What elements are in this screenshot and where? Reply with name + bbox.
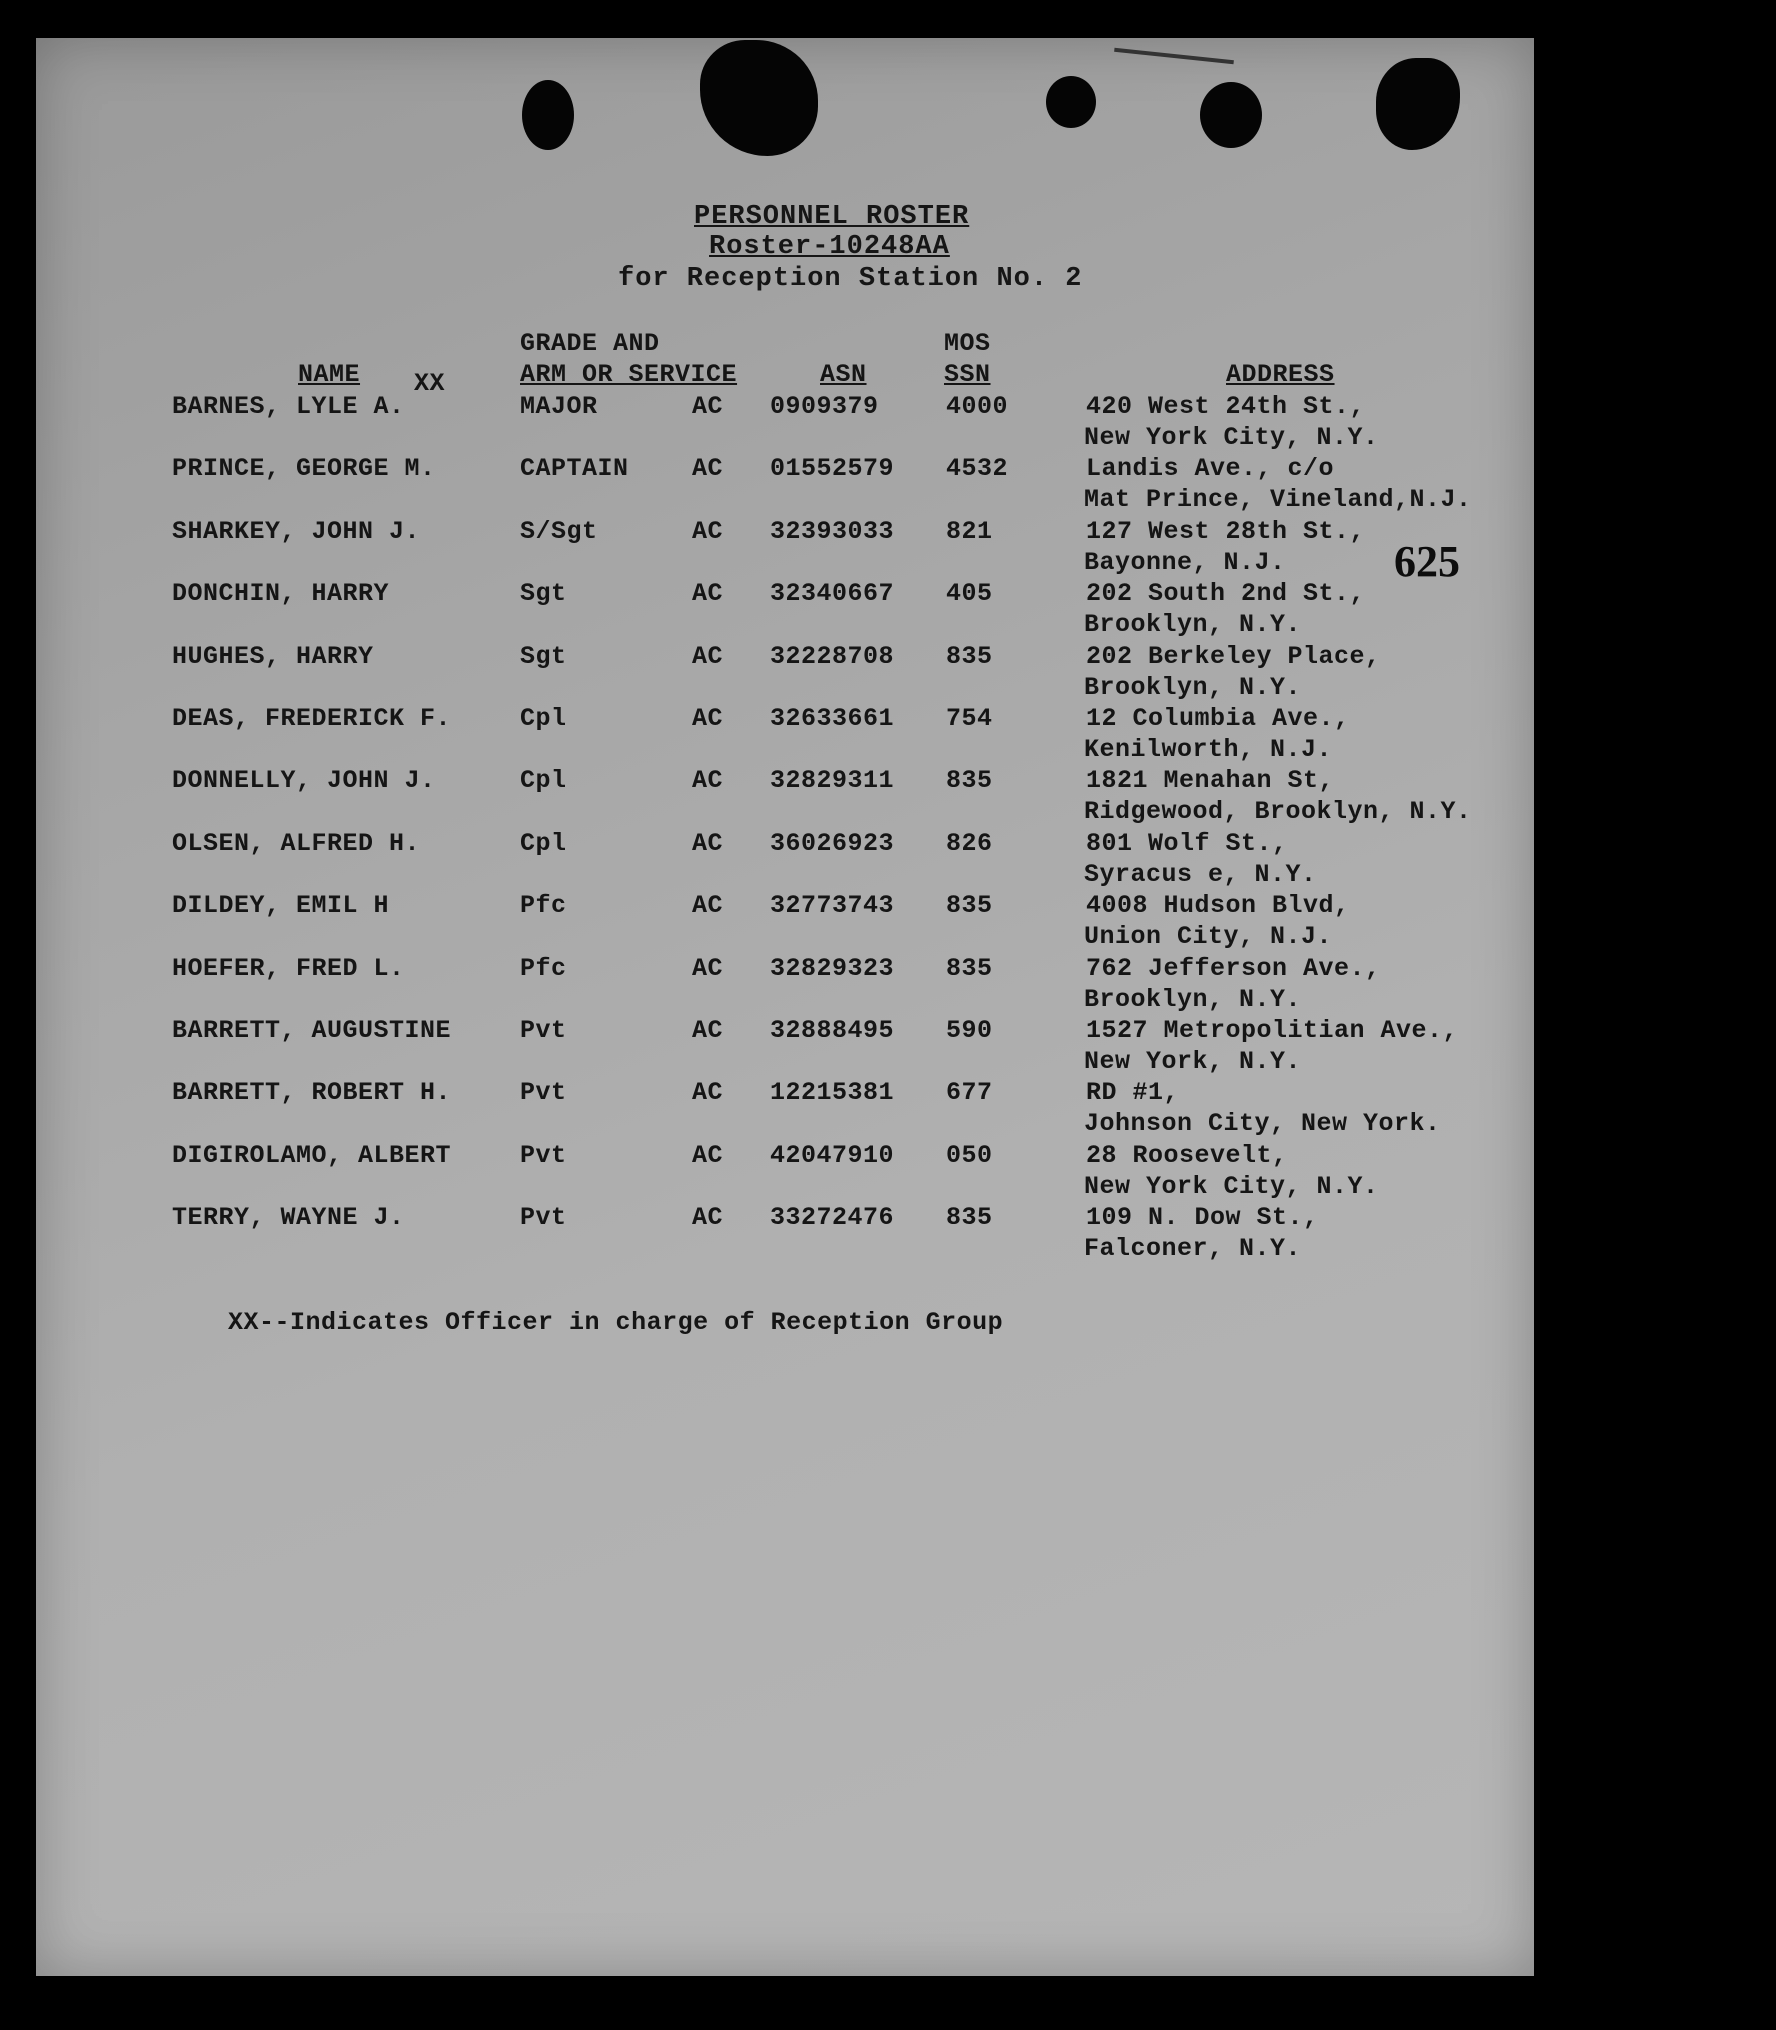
cell-name: BARRETT, ROBERT H. [172,1078,452,1108]
cell-asn: 32888495 [770,1016,895,1045]
cell-address-line1: 202 South 2nd St., [1086,579,1366,609]
cell-address-line1: 127 West 28th St., [1086,516,1366,546]
cell-address-line1: 420 West 24th St., [1086,392,1366,421]
cell-asn: 33272476 [770,1203,895,1233]
cell-arm: AC [692,1016,724,1045]
cell-mos: 835 [946,953,993,983]
cell-mos: 405 [946,579,993,609]
cell-address-line1: 801 Wolf St., [1086,828,1288,858]
cell-name: BARNES, LYLE A. [172,392,405,421]
cell-grade: Cpl [520,704,567,733]
cell-mos: 677 [946,1078,993,1108]
cell-address-line2: New York City, N.Y. [1084,423,1379,452]
cell-grade: Cpl [520,828,567,858]
cell-address-line1: RD #1, [1086,1078,1180,1108]
cell-name: DONCHIN, HARRY [172,579,390,609]
cell-address-line1: 1821 Menahan St, [1086,766,1335,796]
cell-arm: AC [692,454,724,484]
cell-arm: AC [692,516,724,546]
punch-hole [522,80,574,150]
cell-arm: AC [692,392,724,421]
cell-asn: 32393033 [770,516,895,546]
cell-grade: S/Sgt [520,516,598,546]
station-line: for Reception Station No. 2 [618,264,1083,294]
cell-name: DONNELLY, JOHN J. [172,766,436,796]
document-title: PERSONNEL ROSTER [694,202,970,232]
column-header-name: NAME [298,360,361,389]
cell-arm: AC [692,579,724,609]
cell-name: DIGIROLAMO, ALBERT [172,1140,452,1170]
cell-grade: MAJOR [520,392,598,421]
column-header-mos: MOS [944,329,991,358]
cell-grade: Cpl [520,766,567,796]
cell-grade: Pvt [520,1140,567,1170]
column-header-asn: ASN [820,360,867,389]
table-row [0,765,1776,827]
cell-address-line1: 4008 Hudson Blvd, [1086,891,1350,921]
cell-address-line1: 12 Columbia Ave., [1086,704,1350,733]
cell-name: SHARKEY, JOHN J. [172,516,421,546]
cell-mos: 826 [946,828,993,858]
cell-address-line2: Mat Prince, Vineland,N.J. [1084,485,1472,515]
column-header-grade: GRADE AND [520,329,660,358]
cell-address-line2: Kenilworth, N.J. [1084,735,1333,764]
cell-asn: 0909379 [770,392,879,421]
cell-name: BARRETT, AUGUSTINE [172,1016,452,1045]
cell-arm: AC [692,766,724,796]
roster-number: Roster-10248AA [709,232,950,262]
table-row [0,953,1776,1015]
cell-mos: 835 [946,891,993,921]
punch-hole [1200,82,1262,148]
table-row [0,578,1776,640]
cell-grade: Pvt [520,1078,567,1108]
cell-arm: AC [692,1140,724,1170]
table-row [0,1140,1776,1202]
cell-grade: CAPTAIN [520,454,629,484]
cell-asn: 36026923 [770,828,895,858]
table-row [0,516,1776,578]
cell-address-line2: Syracus e, N.Y. [1084,859,1317,889]
cell-mos: 4532 [946,454,1009,484]
cell-asn: 32340667 [770,579,895,609]
officer-marker: XX [414,369,446,398]
cell-name: OLSEN, ALFRED H. [172,828,421,858]
table-row [0,453,1776,515]
column-header-address: ADDRESS [1226,360,1335,389]
cell-arm: AC [692,1078,724,1108]
cell-grade: Pvt [520,1016,567,1045]
cell-asn: 32633661 [770,704,895,733]
column-header-arm: ARM OR SERVICE [520,360,738,389]
cell-grade: Sgt [520,579,567,609]
cell-address-line2: Union City, N.J. [1084,922,1333,952]
cell-mos: 590 [946,1016,993,1045]
cell-arm: AC [692,953,724,983]
column-header-ssn: SSN [944,360,991,389]
cell-grade: Pfc [520,953,567,983]
table-row [0,1015,1776,1077]
cell-arm: AC [692,828,724,858]
cell-address-line2: New York City, N.Y. [1084,1171,1379,1201]
cell-asn: 32228708 [770,641,895,671]
cell-name: HUGHES, HARRY [172,641,374,671]
cell-address-line1: 109 N. Dow St., [1086,1203,1319,1233]
cell-address-line2: Brooklyn, N.Y. [1084,610,1302,640]
cell-grade: Pfc [520,891,567,921]
cell-asn: 01552579 [770,454,895,484]
table-row [0,391,1776,453]
cell-address-line2: Johnson City, New York. [1084,1109,1441,1139]
cell-asn: 32829323 [770,953,895,983]
cell-name: TERRY, WAYNE J. [172,1203,405,1233]
table-row [0,828,1776,890]
footnote: XX--Indicates Officer in charge of Reception Group [228,1308,1004,1337]
cell-address-line1: 762 Jefferson Ave., [1086,953,1381,983]
table-row [0,890,1776,952]
cell-mos: 821 [946,516,993,546]
table-row [0,703,1776,765]
cell-grade: Sgt [520,641,567,671]
cell-address-line2: Falconer, N.Y. [1084,1234,1302,1264]
cell-mos: 4000 [946,392,1009,421]
cell-name: DILDEY, EMIL H [172,891,390,921]
table-row [0,1077,1776,1139]
cell-name: HOEFER, FRED L. [172,953,405,983]
cell-name: PRINCE, GEORGE M. [172,454,436,484]
cell-address-line1: 28 Roosevelt, [1086,1140,1288,1170]
cell-address-line2: Ridgewood, Brooklyn, N.Y. [1084,797,1472,827]
cell-asn: 32829311 [770,766,895,796]
cell-address-line1: 1527 Metropolitian Ave., [1086,1016,1459,1045]
cell-asn: 12215381 [770,1078,895,1108]
cell-grade: Pvt [520,1203,567,1233]
cell-mos: 835 [946,766,993,796]
cell-address-line2: New York, N.Y. [1084,1047,1302,1076]
page-number: 625 [1394,537,1460,586]
cell-address-line2: Brooklyn, N.Y. [1084,672,1302,702]
cell-name: DEAS, FREDERICK F. [172,704,452,733]
cell-address-line2: Bayonne, N.J. [1084,547,1286,577]
cell-arm: AC [692,1203,724,1233]
cell-address-line1: Landis Ave., c/o [1086,454,1335,484]
cell-arm: AC [692,641,724,671]
cell-mos: 754 [946,704,993,733]
table-row [0,641,1776,703]
cell-address-line1: 202 Berkeley Place, [1086,641,1381,671]
cell-asn: 42047910 [770,1140,895,1170]
cell-arm: AC [692,891,724,921]
table-row [0,1202,1776,1264]
cell-mos: 050 [946,1140,993,1170]
cell-asn: 32773743 [770,891,895,921]
punch-hole [1046,76,1096,128]
cell-arm: AC [692,704,724,733]
cell-mos: 835 [946,641,993,671]
cell-address-line2: Brooklyn, N.Y. [1084,984,1302,1014]
cell-mos: 835 [946,1203,993,1233]
